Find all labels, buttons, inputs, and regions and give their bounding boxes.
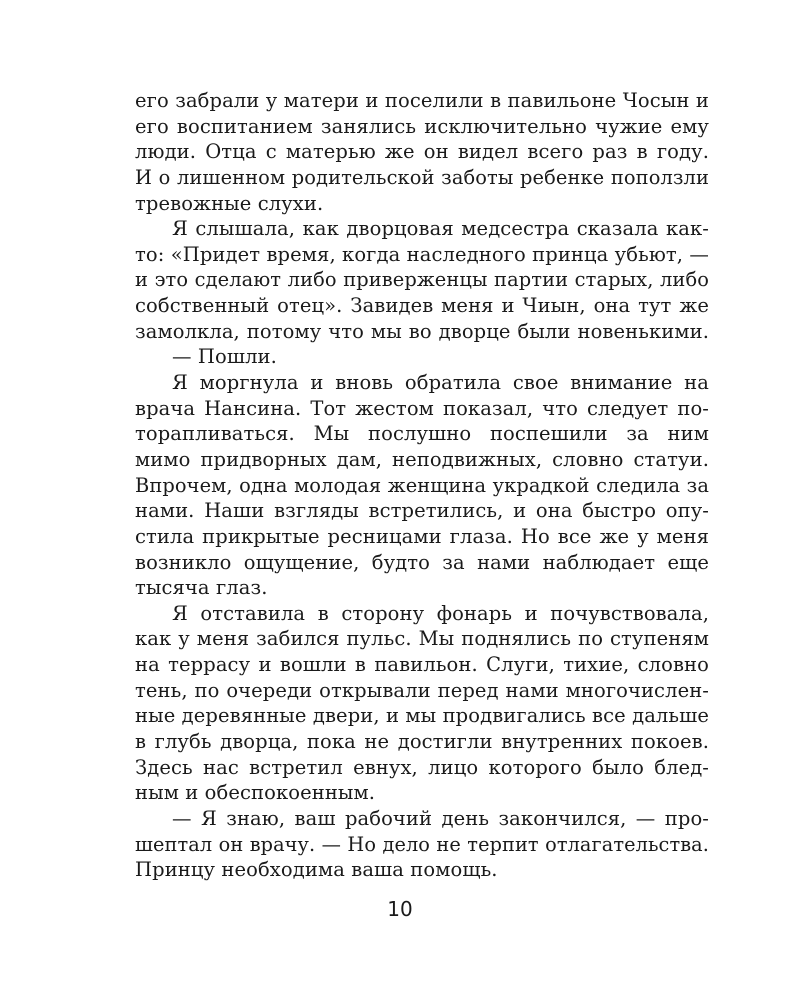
- text-line: собственный отец». Завидев меня и Чиын, она тут же: [135, 294, 709, 318]
- text-line: Я моргнула и вновь обратила свое внимание на: [172, 371, 709, 395]
- text-line: тень, по очереди открывали перед нами многочислен-: [135, 678, 709, 702]
- text-line: врача Нансина. Тот жестом показал, что следует по-: [135, 396, 709, 420]
- text-line: мимо придворных дам, неподвижных, словно статуи.: [135, 447, 709, 471]
- text-line: — Пошли.: [172, 345, 277, 369]
- text-line: шептал он врачу. — Но дело не терпит отлагательства.: [135, 832, 709, 856]
- text-line: торапливаться. Мы послушно поспешили за ним: [135, 422, 709, 446]
- text-line: тревожные слухи.: [135, 191, 324, 215]
- page-number: 10: [387, 897, 413, 921]
- text-line: Принцу необходима ваша помощь.: [135, 858, 498, 882]
- book-page-text: [135, 88, 709, 883]
- text-line: на террасу и вошли в павильон. Слуги, тихие, словно: [135, 653, 709, 677]
- text-line: Здесь нас встретил евнух, лицо которого было блед-: [135, 755, 709, 779]
- text-line: ные деревянные двери, и мы продвигались все дальше: [135, 704, 709, 728]
- text-line: люди. Отца с матерью же он видел всего раз в году.: [135, 140, 709, 164]
- text-line: И о лишенном родительской заботы ребенке поползли: [135, 165, 709, 189]
- text-line: как у меня забился пульс. Мы поднялись по ступеням: [135, 627, 709, 651]
- text-line: тысяча глаз.: [135, 576, 268, 600]
- text-line: нами. Наши взгляды встретились, и она быстро опу-: [135, 499, 709, 523]
- text-line: Я отставила в сторону фонарь и почувствовала,: [172, 601, 709, 625]
- text-line: и это сделают либо приверженцы партии старых, либо: [135, 268, 709, 292]
- text-line: ным и обеспокоенным.: [135, 781, 376, 805]
- text-line: то: «Придет время, когда наследного принца убьют, —: [135, 242, 709, 266]
- text-line: Впрочем, одна молодая женщина украдкой следила за: [135, 473, 709, 497]
- text-line: его забрали у матери и поселили в павильоне Чосын и: [135, 89, 709, 112]
- text-line: замолкла, потому что мы во дворце были новенькими.: [135, 319, 709, 343]
- text-line: — Я знаю, ваш рабочий день закончился, — про-: [172, 806, 709, 830]
- text-line: возникло ощущение, будто за нами наблюдает еще: [135, 550, 709, 574]
- text-line: Я слышала, как дворцовая медсестра сказала как-: [172, 217, 709, 241]
- text-line: в глубь дворца, пока не достигли внутренних покоев.: [135, 730, 709, 754]
- text-line: стила прикрытые ресницами глаза. Но все же у меня: [135, 524, 709, 548]
- text-line: его воспитанием занялись исключительно чужие ему: [135, 114, 709, 138]
